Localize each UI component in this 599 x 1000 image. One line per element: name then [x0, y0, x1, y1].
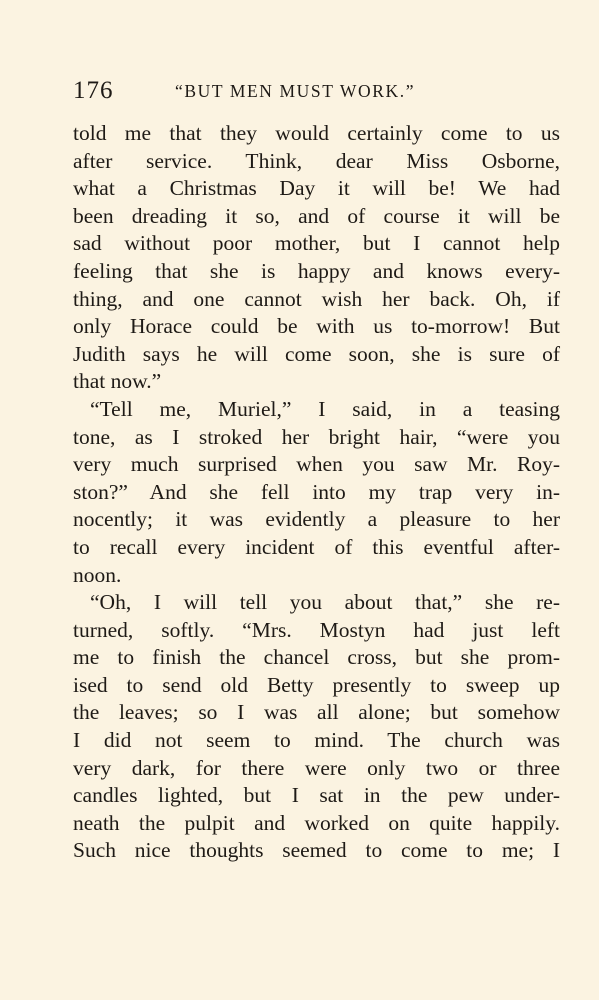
text-line: Such nice thoughts seemed to come to me; I [73, 838, 560, 863]
text-line: told me that they would certainly come to us [73, 121, 560, 145]
text-line: ston?” And she fell into my trap very in- [73, 479, 560, 504]
body-text [73, 120, 560, 865]
text-line: neath the pulpit and worked on quite happily. [73, 810, 560, 835]
text-line: thing, and one cannot wish her back. Oh, if [73, 286, 560, 311]
text-line: what a Christmas Day it will be! We had [73, 176, 560, 201]
text-line: very much surprised when you saw Mr. Roy- [73, 452, 560, 477]
text-line: I did not seem to mind. The church was [73, 728, 560, 753]
page-header [73, 74, 563, 108]
text-line: the leaves; so I was all alone; but somehow [73, 700, 560, 725]
text-line: sad without poor mother, but I cannot help [73, 231, 560, 256]
text-line: ised to send old Betty presently to sweep up [73, 672, 560, 697]
text-line: tone, as I stroked her bright hair, “were you [73, 424, 560, 449]
text-line: been dreading it so, and of course it will be [73, 203, 560, 228]
text-line: “Tell me, Muriel,” I said, in a teasing [90, 396, 560, 421]
running-head: “BUT MEN MUST WORK.” [175, 81, 416, 101]
text-line: after service. Think, dear Miss Osborne, [73, 148, 560, 173]
text-line: noon. [73, 562, 122, 587]
text-line: me to finish the chancel cross, but she prom- [73, 645, 560, 670]
text-line: “Oh, I will tell you about that,” she re- [90, 590, 560, 615]
text-line: candles lighted, but I sat in the pew under- [73, 783, 560, 808]
text-line: turned, softly. “Mrs. Mostyn had just left [73, 617, 560, 642]
text-line: very dark, for there were only two or three [73, 755, 560, 780]
text-line: that now.” [73, 369, 162, 394]
text-line: nocently; it was evidently a pleasure to her [73, 507, 560, 532]
text-line: feeling that she is happy and knows every- [73, 258, 560, 283]
text-line: to recall every incident of this eventful after- [73, 534, 560, 559]
page-number: 176 [73, 77, 114, 104]
text-line: Judith says he will come soon, she is sure of [73, 341, 560, 366]
text-line: only Horace could be with us to-morrow! But [73, 314, 560, 339]
